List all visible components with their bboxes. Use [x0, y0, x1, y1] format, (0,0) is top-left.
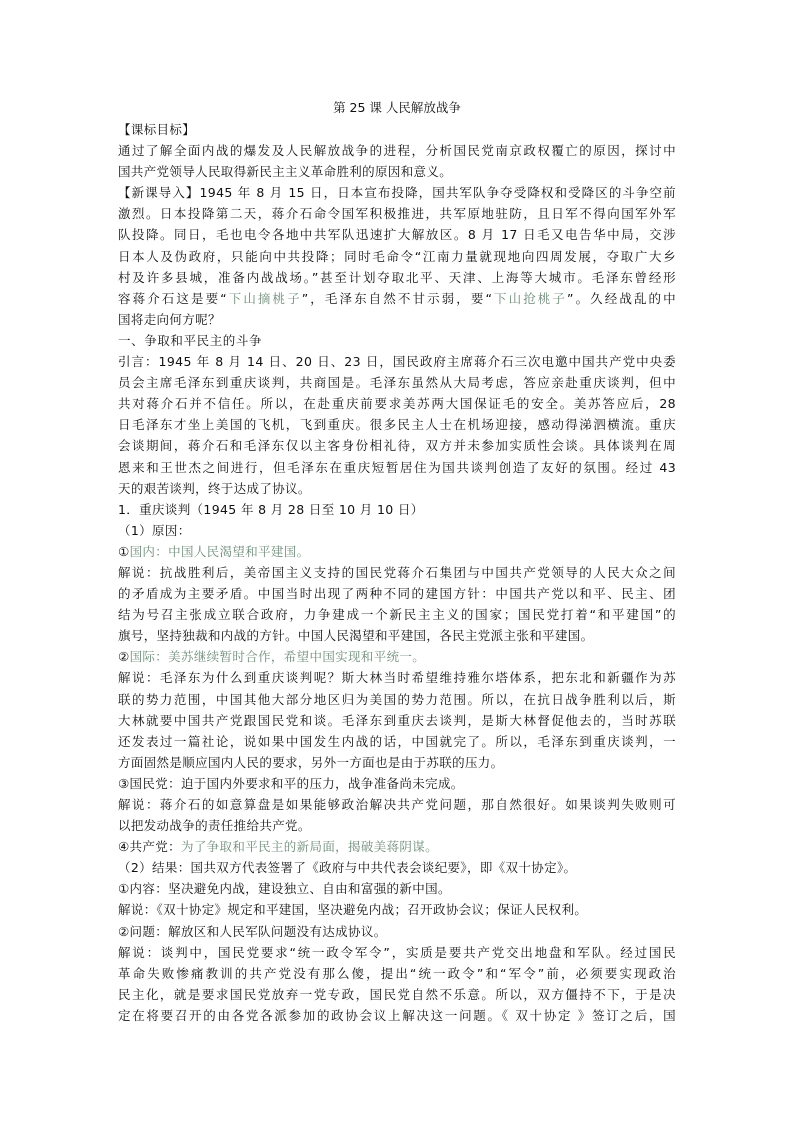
text-line	[118, 794, 676, 815]
text-line	[118, 773, 676, 794]
text-line	[118, 899, 676, 920]
text-segment: 容蒋介石这是要“	[118, 290, 227, 306]
text-segment: ④共产党：	[118, 839, 181, 855]
text-segment: 还发表过一篇社论，说如果中国发生内战的话，中国就完了。所以，毛泽东到重庆谈判，一	[118, 733, 676, 749]
text-line	[118, 942, 676, 963]
text-line	[118, 689, 676, 710]
text-segment: 恩来和王世杰之间进行，但毛泽东在重庆短暂居住为国共谈判创造了友好的氛围。经过 43	[118, 459, 676, 475]
text-segment: 引言：1945 年 8 月 14 日、20 日、23 日，国民政府主席蒋介石三次电邀中国共产党中央委	[118, 354, 676, 370]
text-segment: （2）结果：国共双方代表签署了《政府与中共代表会谈纪要》，即《双十协定》。	[118, 860, 577, 876]
text-segment: 革命失败惨痛教训的共产党没有那么傻，提出“统一政令”和“军令”前，必须要实现政治	[118, 965, 676, 981]
page-title: 第 25 课 人民解放战争	[333, 100, 461, 115]
text-segment: 村及许多县城，准备内战战场。”甚至计划夺取北平、天津、上海等大城市。毛泽东曾经形	[118, 269, 676, 285]
text-line	[118, 414, 676, 435]
text-line	[118, 1005, 676, 1026]
highlighted-text: 国内：中国人民渴望和平建国。	[129, 543, 310, 559]
section-heading	[118, 330, 676, 351]
text-segment: ②	[118, 649, 130, 665]
text-segment: 【新课导入】1945 年 8 月 15 日，日本宣布投降，国共军队争夺受降权和受降区的斗争空前	[118, 185, 676, 201]
text-line	[118, 710, 676, 731]
text-segment: ”。久经战乱的中	[567, 290, 676, 306]
text-line	[118, 478, 676, 499]
text-segment: 结为号召主张成立联合政府，力争建成一个新民主主义的国家；国民党打着“和平建国”的	[118, 607, 676, 623]
text-line	[118, 182, 676, 203]
text-segment: 旗号，坚持独裁和内战的方针。中国人民渴望和平建国，各民主党派主张和平建国。	[118, 628, 594, 644]
text-segment: 解说：蒋介石的如意算盘是如果能够政治解决共产党问题，那自然很好。如果谈判失败则可	[118, 797, 676, 812]
text-segment: 员会主席毛泽东到重庆谈判，共商国是。毛泽东虽然从大局考虑，答应亲赴重庆谈判，但中	[118, 375, 676, 391]
text-line	[118, 309, 676, 330]
text-line	[118, 393, 676, 414]
text-line	[118, 583, 676, 604]
highlighted-text: 为了争取和平民主的新局面，揭破美蒋阴谋。	[180, 839, 438, 855]
text-line	[118, 499, 676, 520]
text-segment: 大林就要中国共产党跟国民党和谈。毛泽东到重庆去谈判，是斯大林督促他去的，当时苏联	[118, 712, 676, 728]
text-line	[118, 963, 676, 984]
text-line	[118, 562, 676, 583]
text-segment: 天的艰苦谈判，终于达成了协议。	[118, 480, 311, 496]
text-segment: 定在将要召开的由各党各派参加的政协会议上解决这一问题。《 双十协定 》签订之后，国	[118, 1007, 676, 1023]
highlighted-text: 国际：美苏继续暂时合作，希望中国实现和平统一。	[129, 649, 426, 665]
text-line	[118, 752, 676, 773]
text-line	[118, 625, 676, 646]
text-segment: 通过了解全面内战的爆发及人民解放战争的进程，分析国民党南京政权覆亡的原因，探讨中	[118, 143, 676, 159]
text-segment: 队投降。同日，毛也电令各地中共军队迅速扩大解放区。8 月 17 日毛又电告华中局，交涉	[118, 227, 676, 243]
text-segment: 解说：抗战胜利后，美帝国主义支持的国民党蒋介石集团与中国共产党领导的人民大众之间	[118, 564, 676, 580]
text-segment: 国共产党领导人民取得新民主主义革命胜利的原因和意义。	[118, 164, 453, 180]
text-segment: 以把发动战争的责任推给共产党。	[118, 818, 311, 834]
text-segment: 一、争取和平民主的斗争	[118, 332, 263, 348]
text-segment: （1）原因：	[118, 522, 191, 538]
text-line	[118, 541, 676, 562]
text-segment: 激烈。日本投降第二天，蒋介石命令国军积极推进，共军原地驻防，且日军不得向国军外军	[118, 206, 676, 222]
text-segment: 共对蒋介石并不信任。所以，在赴重庆前要求美苏两大国保证毛的安全。美苏答应后，28	[118, 396, 676, 412]
text-line	[118, 246, 676, 267]
text-line	[118, 140, 676, 161]
text-segment: 解说：谈判中，国民党要求“统一政令军令”，实质是要共产党交出地盘和军队。经过国民	[118, 944, 676, 960]
text-segment: ①内容：坚决避免内战，建设独立、自由和富强的新中国。	[118, 881, 451, 897]
text-line	[118, 984, 676, 1005]
text-line	[118, 921, 676, 942]
text-segment: ”，毛泽东自然不甘示弱，要“	[301, 290, 493, 306]
text-line	[118, 457, 676, 478]
text-segment: 日本人及伪政府，只能向中共投降；同时毛命令“江南力量就现地向四周发展，夺取广大乡	[118, 248, 676, 264]
text-line	[118, 815, 676, 836]
text-segment: 解说：毛泽东为什么到重庆谈判呢？斯大林当时希望维持雅尔塔体系，把东北和新疆作为苏	[118, 670, 676, 686]
text-segment: 解说：《双十协定》规定和平建国，坚决避免内战；召开政协会议；保证人民权利。	[118, 902, 588, 918]
text-line	[118, 224, 676, 245]
highlighted-text: 下山抢桃子	[492, 290, 568, 306]
text-segment: 联的势力范围，中国其他大部分地区归为美国的势力范围。所以，在抗日战争胜利以后，斯	[118, 691, 676, 707]
text-line	[118, 667, 676, 688]
text-segment: 【课标目标】	[118, 122, 196, 137]
text-segment: 民主化，就是要求国民党放弃一党专政，国民党自然不乐意。所以，双方僵持不下，于是决	[118, 986, 676, 1002]
text-line	[118, 857, 676, 878]
text-segment: 1．重庆谈判（1945 年 8 月 28 日至 10 月 10 日）	[118, 501, 424, 517]
text-line	[118, 161, 676, 182]
text-line	[118, 372, 676, 393]
text-segment: ①	[118, 543, 130, 559]
text-line	[118, 435, 676, 456]
text-line	[118, 288, 676, 309]
text-segment: 日毛泽东才坐上美国的飞机，飞到重庆。很多民主人士在机场迎接，感动得涕泗横流。重庆	[118, 417, 676, 433]
text-line	[118, 878, 676, 899]
text-line	[118, 119, 676, 140]
text-segment: 的矛盾成为主要矛盾。中国当时出现了两种不同的建国方针：中国共产党以和平、民主、团	[118, 586, 676, 602]
text-segment: ③国民党：迫于国内外要求和平的压力，战争准备尚未完成。	[118, 775, 464, 791]
text-segment: 国将走向何方呢？	[118, 311, 221, 327]
text-line	[118, 646, 676, 667]
text-line	[118, 731, 676, 752]
text-segment: 会谈期间，蒋介石和毛泽东仅以主客身份相礼待，双方并未参加实质性会谈。具体谈判在周	[118, 438, 676, 454]
text-segment: ②问题：解放区和人民军队问题没有达成协议。	[118, 923, 387, 939]
text-line	[118, 604, 676, 625]
text-line	[118, 267, 676, 288]
document-text	[118, 119, 676, 1026]
text-line	[118, 836, 676, 857]
text-line	[118, 520, 676, 541]
text-segment: 方面固然是顺应国内人民的要求，另外一方面也是由于苏联的压力。	[118, 754, 504, 770]
highlighted-text: 下山摘桃子	[227, 290, 302, 306]
text-line	[118, 203, 676, 224]
document-body	[118, 97, 676, 1026]
text-line	[118, 351, 676, 372]
